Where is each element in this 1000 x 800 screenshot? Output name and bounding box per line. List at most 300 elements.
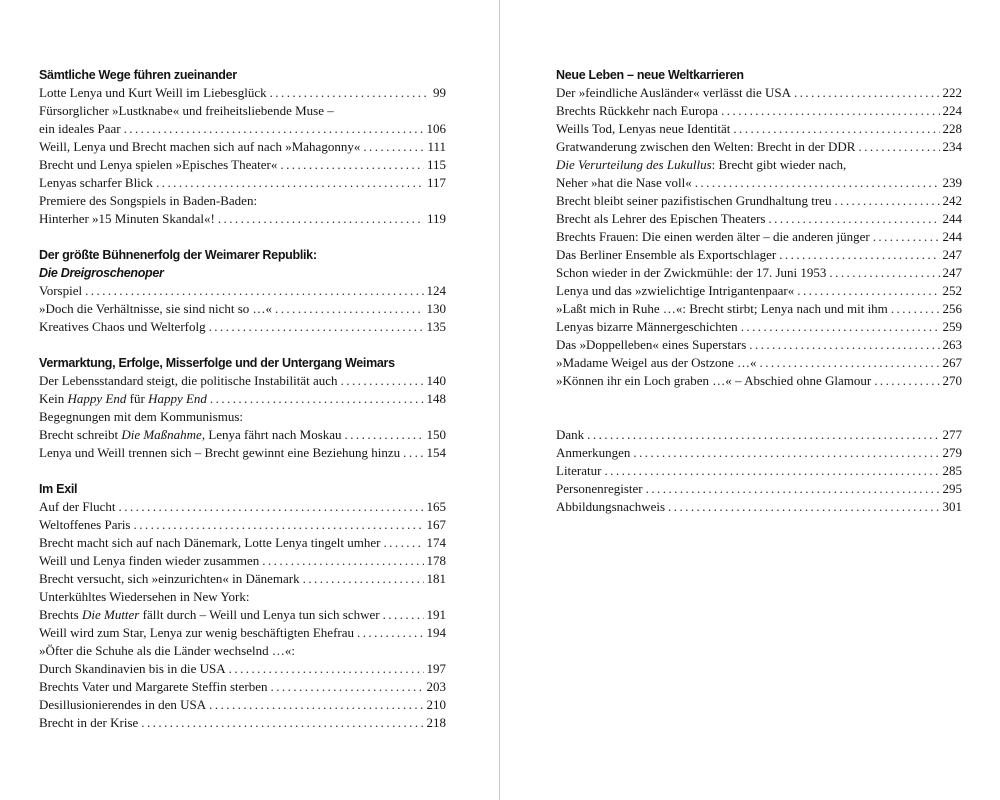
dot-leader xyxy=(633,444,939,462)
entry-title xyxy=(39,192,257,210)
dot-leader xyxy=(891,300,940,318)
toc-entry[interactable] xyxy=(39,570,446,588)
entry-title xyxy=(556,192,831,210)
entry-title xyxy=(39,444,400,462)
toc-entry[interactable] xyxy=(556,246,962,264)
page-number: 263 xyxy=(942,337,962,352)
entry-line xyxy=(39,660,446,678)
page-number: 228 xyxy=(942,121,962,136)
dot-leader xyxy=(383,534,423,552)
page-number: 301 xyxy=(942,499,962,514)
toc-entry[interactable] xyxy=(39,102,446,138)
dot-leader xyxy=(229,660,424,678)
entry-title-text: Personenregister xyxy=(556,481,643,496)
dot-leader xyxy=(218,210,424,228)
entry-line xyxy=(39,408,446,426)
dot-leader xyxy=(749,336,939,354)
toc-entry[interactable] xyxy=(39,408,446,444)
page-number: 285 xyxy=(942,463,962,478)
entry-title xyxy=(556,372,871,390)
dot-leader xyxy=(275,300,423,318)
dot-leader xyxy=(383,606,424,624)
page-number: 167 xyxy=(426,517,446,532)
dot-leader xyxy=(280,156,424,174)
dot-leader xyxy=(85,282,423,300)
entry-title xyxy=(556,336,746,354)
entry-title-text: Schon wieder in der Zwickmühle: der 17. Juni 1953 xyxy=(556,265,827,280)
entry-line xyxy=(556,282,962,300)
entry-title-italic: Die Verurteilung des Lukullus xyxy=(556,157,712,172)
entry-line xyxy=(39,642,446,660)
page-number: 242 xyxy=(942,193,962,208)
page-number: 197 xyxy=(426,661,446,676)
entry-title-text: Weill, Lenya und Brecht machen sich auf nach »Mahagonny« xyxy=(39,139,361,154)
entry-line xyxy=(556,174,962,192)
toc-entry[interactable] xyxy=(39,534,446,552)
entry-line xyxy=(39,714,446,732)
entry-title-text: »Doch die Verhältnisse, sie sind nicht so …« xyxy=(39,301,273,316)
page-number: 130 xyxy=(426,301,446,316)
entry-line xyxy=(39,120,446,138)
entry-title xyxy=(556,480,643,498)
page-number: 117 xyxy=(426,175,446,190)
entry-title-text: Brecht als Lehrer des Epischen Theaters xyxy=(556,211,766,226)
entry-title xyxy=(556,498,665,516)
entry-line xyxy=(556,228,962,246)
toc-entry[interactable] xyxy=(556,354,962,372)
entry-title-text: Dank xyxy=(556,427,585,442)
dot-leader xyxy=(363,138,424,156)
entry-title-text: Desillusionierendes in den USA xyxy=(39,697,207,712)
toc-entry[interactable] xyxy=(556,156,962,192)
entry-line xyxy=(39,138,446,156)
entry-title xyxy=(39,426,342,444)
entry-line xyxy=(39,390,446,408)
entry-line xyxy=(556,210,962,228)
dot-leader xyxy=(733,120,939,138)
entry-line xyxy=(556,372,962,390)
entry-title-text: »Öfter die Schuhe als die Länder wechselnd …«: xyxy=(39,643,295,658)
toc-entry[interactable] xyxy=(556,282,962,300)
page-number: 178 xyxy=(426,553,446,568)
entry-title xyxy=(556,84,791,102)
entry-title xyxy=(556,426,584,444)
toc-entry[interactable] xyxy=(556,462,962,480)
dot-leader xyxy=(403,444,423,462)
entry-title xyxy=(39,606,380,624)
right-page xyxy=(556,66,962,516)
toc-entry[interactable] xyxy=(39,678,446,696)
dot-leader xyxy=(721,102,939,120)
entry-line xyxy=(556,156,962,174)
entry-line xyxy=(39,282,446,300)
page-number: 252 xyxy=(942,283,962,298)
entry-title xyxy=(556,210,765,228)
page-number: 194 xyxy=(426,625,446,640)
page-number: 277 xyxy=(942,427,962,442)
entry-title xyxy=(556,138,855,156)
entry-title-text: Brechts xyxy=(39,607,82,622)
section-title: Sämtliche Wege führen zueinander xyxy=(39,68,237,82)
entry-title-text: Weill wird zum Star, Lenya zur wenig beschäftigten Ehefrau xyxy=(39,625,355,640)
toc-entry[interactable] xyxy=(556,210,962,228)
entry-title-text: Neher »hat die Nase voll« xyxy=(556,175,692,190)
toc-entry[interactable] xyxy=(556,264,962,282)
toc-entry[interactable] xyxy=(39,372,446,390)
entry-title-text: Brechts Vater und Margarete Steffin sterben xyxy=(39,679,268,694)
page-number: 244 xyxy=(942,211,962,226)
entry-title-text: »Laßt mich in Ruhe …«: Brecht stirbt; Lenya nach und mit ihm xyxy=(556,301,888,316)
page-number: 140 xyxy=(426,373,446,388)
entry-title xyxy=(39,588,249,606)
page-number: 244 xyxy=(942,229,962,244)
entry-title-text: Hinterher »15 Minuten Skandal«! xyxy=(39,211,215,226)
page-number: 174 xyxy=(426,535,446,550)
entry-title xyxy=(39,300,272,318)
entry-title xyxy=(39,624,354,642)
page-number: 270 xyxy=(942,373,962,388)
entry-line xyxy=(556,300,962,318)
dot-leader xyxy=(262,552,423,570)
entry-title-text: Brechts Rückkehr nach Europa xyxy=(556,103,719,118)
entry-title-text: : Brecht gibt wieder nach, xyxy=(711,157,847,172)
entry-title xyxy=(556,174,692,192)
entry-line xyxy=(556,102,962,120)
entry-title xyxy=(556,318,738,336)
entry-title xyxy=(39,372,338,390)
toc-entry[interactable] xyxy=(556,300,962,318)
dot-leader xyxy=(134,516,424,534)
entry-title xyxy=(39,282,82,300)
entry-title-italic: Happy End xyxy=(148,391,207,406)
entry-title xyxy=(39,678,268,696)
entry-line xyxy=(556,462,962,480)
dot-leader xyxy=(345,426,424,444)
entry-title-text: Begegnungen mit dem Kommunismus: xyxy=(39,409,244,424)
section-title: Im Exil xyxy=(39,482,78,496)
dot-leader xyxy=(858,138,939,156)
toc-entry[interactable] xyxy=(39,390,446,408)
dot-leader xyxy=(873,228,940,246)
dot-leader xyxy=(124,120,424,138)
dot-leader xyxy=(210,390,424,408)
toc-section xyxy=(39,66,446,228)
page-number: 239 xyxy=(942,175,962,190)
entry-title xyxy=(39,210,215,228)
page-number: 259 xyxy=(942,319,962,334)
toc-entry[interactable] xyxy=(39,300,446,318)
dot-leader xyxy=(829,264,939,282)
entry-line xyxy=(39,174,446,192)
entry-line xyxy=(556,264,962,282)
dot-leader xyxy=(303,570,424,588)
entry-title-text: Lotte Lenya und Kurt Weill im Liebesglück xyxy=(39,85,267,100)
dot-leader xyxy=(209,318,424,336)
entry-title xyxy=(39,102,334,120)
dot-leader xyxy=(834,192,939,210)
entry-line xyxy=(39,570,446,588)
entry-line xyxy=(39,678,446,696)
page-number: 279 xyxy=(942,445,962,460)
page-number: 247 xyxy=(942,247,962,262)
entry-title xyxy=(39,642,295,660)
entry-title xyxy=(39,660,226,678)
entry-line xyxy=(556,192,962,210)
entry-title-text: Premiere des Songspiels in Baden-Baden: xyxy=(39,193,258,208)
entry-title xyxy=(39,390,207,408)
toc-entry[interactable] xyxy=(556,120,962,138)
entry-title-text: Lenya und Weill trennen sich – Brecht gewinnt eine Beziehung hinzu xyxy=(39,445,401,460)
page-number: 295 xyxy=(942,481,962,496)
entry-line xyxy=(39,624,446,642)
entry-title-text: fällt durch – Weill und Lenya tun sich schwer xyxy=(139,607,380,622)
entry-title xyxy=(39,138,360,156)
entry-title xyxy=(39,84,267,102)
entry-title-text: »Können ihr ein Loch graben …« – Abschied ohne Glamour xyxy=(556,373,872,388)
entry-line xyxy=(39,534,446,552)
section-subtitle: Die Dreigroschenoper xyxy=(39,266,164,280)
toc-entry[interactable] xyxy=(556,84,962,102)
entry-title xyxy=(39,318,206,336)
page-number: 119 xyxy=(426,211,446,226)
page-number: 234 xyxy=(942,139,962,154)
entry-title xyxy=(556,120,730,138)
entry-title-text: Der »feindliche Ausländer« verlässt die USA xyxy=(556,85,792,100)
entry-line xyxy=(39,498,446,516)
toc-entry[interactable] xyxy=(556,102,962,120)
dot-leader xyxy=(119,498,424,516)
toc-entry[interactable] xyxy=(39,624,446,642)
entry-line xyxy=(39,210,446,228)
entry-title xyxy=(39,156,277,174)
entry-title-text: für xyxy=(126,391,149,406)
entry-title xyxy=(556,228,870,246)
dot-leader xyxy=(156,174,424,192)
page-number: 124 xyxy=(426,283,446,298)
page-number: 150 xyxy=(426,427,446,442)
entry-line xyxy=(556,246,962,264)
entry-title xyxy=(39,516,131,534)
entry-line xyxy=(39,156,446,174)
toc-entry[interactable] xyxy=(556,138,962,156)
toc-entry[interactable] xyxy=(39,714,446,732)
page-number: 135 xyxy=(426,319,446,334)
entry-title-text: Brecht schreibt xyxy=(39,427,122,442)
section-title: Vermarktung, Erfolge, Misserfolge und der Untergang Weimars xyxy=(39,356,395,370)
entry-title-text: Literatur xyxy=(556,463,602,478)
entry-title-text: Lenyas scharfer Blick xyxy=(39,175,154,190)
left-page xyxy=(39,66,446,732)
toc-entry[interactable] xyxy=(39,138,446,156)
entry-title-text: »Madame Weigel aus der Ostzone …« xyxy=(556,355,757,370)
dot-leader xyxy=(604,462,939,480)
toc-entry[interactable] xyxy=(556,444,962,462)
entry-title xyxy=(39,498,116,516)
entry-title xyxy=(39,552,259,570)
dot-leader xyxy=(357,624,423,642)
toc-entry[interactable] xyxy=(39,192,446,228)
entry-line xyxy=(556,84,962,102)
entry-title-text: Brecht und Lenya spielen »Episches Theater« xyxy=(39,157,278,172)
dot-leader xyxy=(341,372,424,390)
page-number: 181 xyxy=(426,571,446,586)
toc-entry[interactable] xyxy=(39,174,446,192)
section-title: Der größte Bühnenerfolg der Weimarer Republik: xyxy=(39,248,317,262)
entry-title-text: Weills Tod, Lenyas neue Identität xyxy=(556,121,731,136)
entry-line xyxy=(39,606,446,624)
entry-title xyxy=(556,354,757,372)
entry-line xyxy=(556,426,962,444)
dot-leader xyxy=(797,282,939,300)
entry-title xyxy=(556,444,630,462)
entry-title-italic: Happy End xyxy=(67,391,127,406)
entry-line xyxy=(39,516,446,534)
dot-leader xyxy=(141,714,423,732)
dot-leader xyxy=(668,498,939,516)
toc-entry[interactable] xyxy=(556,228,962,246)
entry-title xyxy=(556,246,776,264)
toc-section xyxy=(556,426,962,516)
dot-leader xyxy=(646,480,940,498)
page-number: 218 xyxy=(426,715,446,730)
dot-leader xyxy=(794,84,939,102)
entry-title-text: Brecht versucht, sich »einzurichten« in Dänemark xyxy=(39,571,300,586)
page-number: 106 xyxy=(426,121,446,136)
entry-line xyxy=(39,444,446,462)
entry-line xyxy=(39,84,446,102)
dot-leader xyxy=(768,210,939,228)
entry-title-text: Brecht bleibt seiner pazifistischen Grundhaltung treu xyxy=(556,193,832,208)
toc-entry[interactable] xyxy=(39,444,446,462)
entry-title-text: Das Berliner Ensemble als Exportschlager xyxy=(556,247,777,262)
entry-title-text: Das »Doppelleben« eines Superstars xyxy=(556,337,747,352)
entry-title xyxy=(556,102,718,120)
entry-title-text: Unterkühltes Wiedersehen in New York: xyxy=(39,589,250,604)
toc-entry[interactable] xyxy=(39,498,446,516)
entry-title xyxy=(39,174,153,192)
entry-line xyxy=(39,372,446,390)
toc-entry[interactable] xyxy=(556,426,962,444)
entry-title xyxy=(556,300,888,318)
entry-title-text: Auf der Flucht xyxy=(39,499,116,514)
toc-entry[interactable] xyxy=(39,588,446,624)
dot-leader xyxy=(779,246,939,264)
entry-line xyxy=(556,480,962,498)
toc-entry[interactable] xyxy=(39,156,446,174)
entry-title xyxy=(39,408,243,426)
entry-title-text: Gratwanderung zwischen den Welten: Brecht in der DDR xyxy=(556,139,856,154)
toc-entry[interactable] xyxy=(556,192,962,210)
page-number: 256 xyxy=(942,301,962,316)
dot-leader xyxy=(874,372,939,390)
entry-title-text: Kreatives Chaos und Welterfolg xyxy=(39,319,206,334)
toc-section xyxy=(39,246,446,336)
entry-title-text: Brecht in der Krise xyxy=(39,715,139,730)
section-title: Neue Leben – neue Weltkarrieren xyxy=(556,68,744,82)
entry-line xyxy=(39,426,446,444)
entry-title-text: Abbildungsnachweis xyxy=(556,499,666,514)
entry-title-text: , Lenya fährt nach Moskau xyxy=(201,427,342,442)
toc-section xyxy=(39,354,446,462)
page-number: 247 xyxy=(942,265,962,280)
entry-title xyxy=(39,534,380,552)
entry-title-text: Durch Skandinavien bis in die USA xyxy=(39,661,226,676)
entry-title xyxy=(39,696,206,714)
toc-entry[interactable] xyxy=(39,552,446,570)
dot-leader xyxy=(695,174,940,192)
dot-leader xyxy=(587,426,939,444)
toc-entry[interactable] xyxy=(556,336,962,354)
entry-line xyxy=(39,552,446,570)
entry-title-text: Anmerkungen xyxy=(556,445,631,460)
dot-leader xyxy=(209,696,423,714)
entry-title-text: Lenyas bizarre Männergeschichten xyxy=(556,319,738,334)
entry-title-text: ein ideales Paar xyxy=(39,121,121,136)
toc-entry[interactable] xyxy=(556,372,962,390)
page-number: 222 xyxy=(942,85,962,100)
entry-line xyxy=(556,318,962,336)
toc-section xyxy=(556,66,962,390)
entry-title-text: Brechts Frauen: Die einen werden älter – die anderen jünger xyxy=(556,229,870,244)
toc-entry[interactable] xyxy=(39,84,446,102)
entry-title-text: Vorspiel xyxy=(39,283,83,298)
entry-line xyxy=(556,120,962,138)
entry-title-text: Fürsorglicher »Lustknabe« und freiheitsliebende Muse – xyxy=(39,103,334,118)
entry-title xyxy=(556,156,846,174)
toc-entry[interactable] xyxy=(39,516,446,534)
entry-title-text: Brecht macht sich auf nach Dänemark, Lotte Lenya tingelt umher xyxy=(39,535,381,550)
page-number: 210 xyxy=(426,697,446,712)
page-number: 165 xyxy=(426,499,446,514)
entry-line xyxy=(556,138,962,156)
entry-title-text: Weltoffenes Paris xyxy=(39,517,131,532)
page-number: 99 xyxy=(433,85,446,100)
entry-line xyxy=(556,354,962,372)
toc-entry[interactable] xyxy=(556,480,962,498)
entry-line xyxy=(556,498,962,516)
entry-line xyxy=(39,696,446,714)
toc-entry[interactable] xyxy=(39,696,446,714)
entry-title-text: Weill und Lenya finden wieder zusammen xyxy=(39,553,260,568)
toc-entry[interactable] xyxy=(556,498,962,516)
page-gutter xyxy=(499,0,500,800)
entry-line xyxy=(39,588,446,606)
page-number: 203 xyxy=(426,679,446,694)
page-number: 267 xyxy=(942,355,962,370)
page-number: 154 xyxy=(426,445,446,460)
entry-title-text: Der Lebensstandard steigt, die politische Instabilität auch xyxy=(39,373,338,388)
dot-leader xyxy=(271,678,424,696)
entry-title xyxy=(39,714,138,732)
toc-entry[interactable] xyxy=(556,318,962,336)
entry-title-italic: Die Mutter xyxy=(81,607,140,622)
dot-leader xyxy=(270,84,430,102)
dot-leader xyxy=(760,354,940,372)
entry-title xyxy=(39,570,300,588)
page-number: 224 xyxy=(942,103,962,118)
toc-entry[interactable] xyxy=(39,642,446,678)
toc-entry[interactable] xyxy=(39,282,446,300)
entry-line xyxy=(556,336,962,354)
entry-title-text: Kein xyxy=(39,391,68,406)
page-number: 115 xyxy=(426,157,446,172)
toc-entry[interactable] xyxy=(39,318,446,336)
page-number: 111 xyxy=(427,139,446,154)
entry-title xyxy=(556,282,794,300)
page-number: 191 xyxy=(426,607,446,622)
entry-title-text: Lenya und das »zwielichtige Intrigantenpaar« xyxy=(556,283,795,298)
page-number: 148 xyxy=(426,391,446,406)
